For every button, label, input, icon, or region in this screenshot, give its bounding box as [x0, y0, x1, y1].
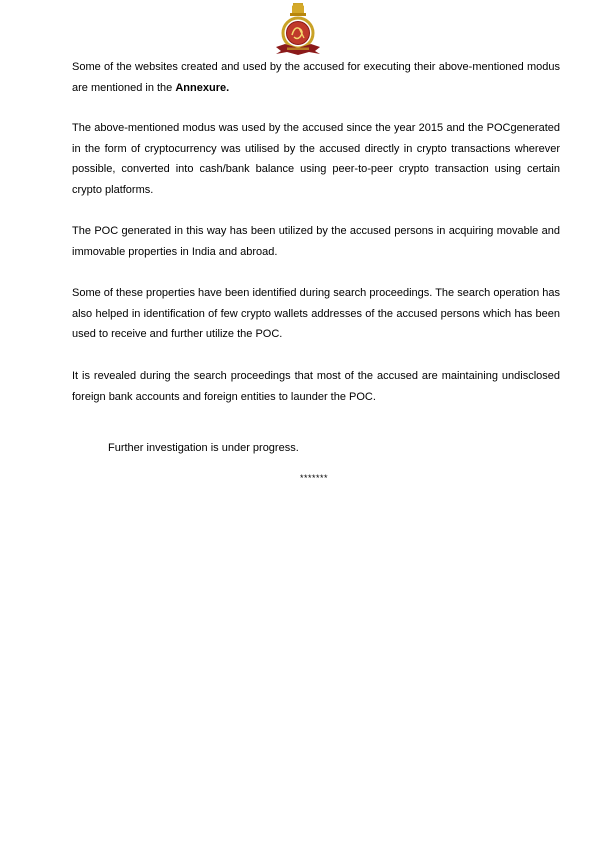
- paragraph-poc-utilization: The POC generated in this way has been utilized by the accused persons in acquiring movable and immovable properties in India and abroad.: [72, 225, 560, 258]
- paragraph-foreign-accounts: It is revealed during the search proceedings that most of the accused are maintaining undisclosed foreign bank accounts and foreign entities to launder the POC.: [72, 370, 560, 403]
- annexure-bold-label: Annexure.: [175, 81, 230, 94]
- paragraph-annexure: [72, 57, 560, 98]
- paragraph-modus: The above-mentioned modus was used by the accused since the year 2015 and the POCgenerated in the form of cryptocurrency was utilised by the accused directly in crypto transactions wherever possible, converted into cash/bank balance using peer-to-peer crypto transaction using certain crypto platforms.: [72, 122, 560, 197]
- paragraph-further-investigation: Further investigation is under progress.: [108, 442, 299, 454]
- paragraph-search-proceedings: Some of these properties have been identified during search proceedings. The search operation has also helped in identification of few crypto wallets addresses of the accused persons which has been used to receive and further utilize the POC.: [72, 287, 560, 341]
- end-of-document-mark: *******: [300, 473, 329, 483]
- enforcement-directorate-emblem-icon: [273, 1, 323, 57]
- paragraph-annexure-text: Some of the websites created and used by the accused for executing their above-mentioned modus are mentioned in the: [72, 61, 560, 94]
